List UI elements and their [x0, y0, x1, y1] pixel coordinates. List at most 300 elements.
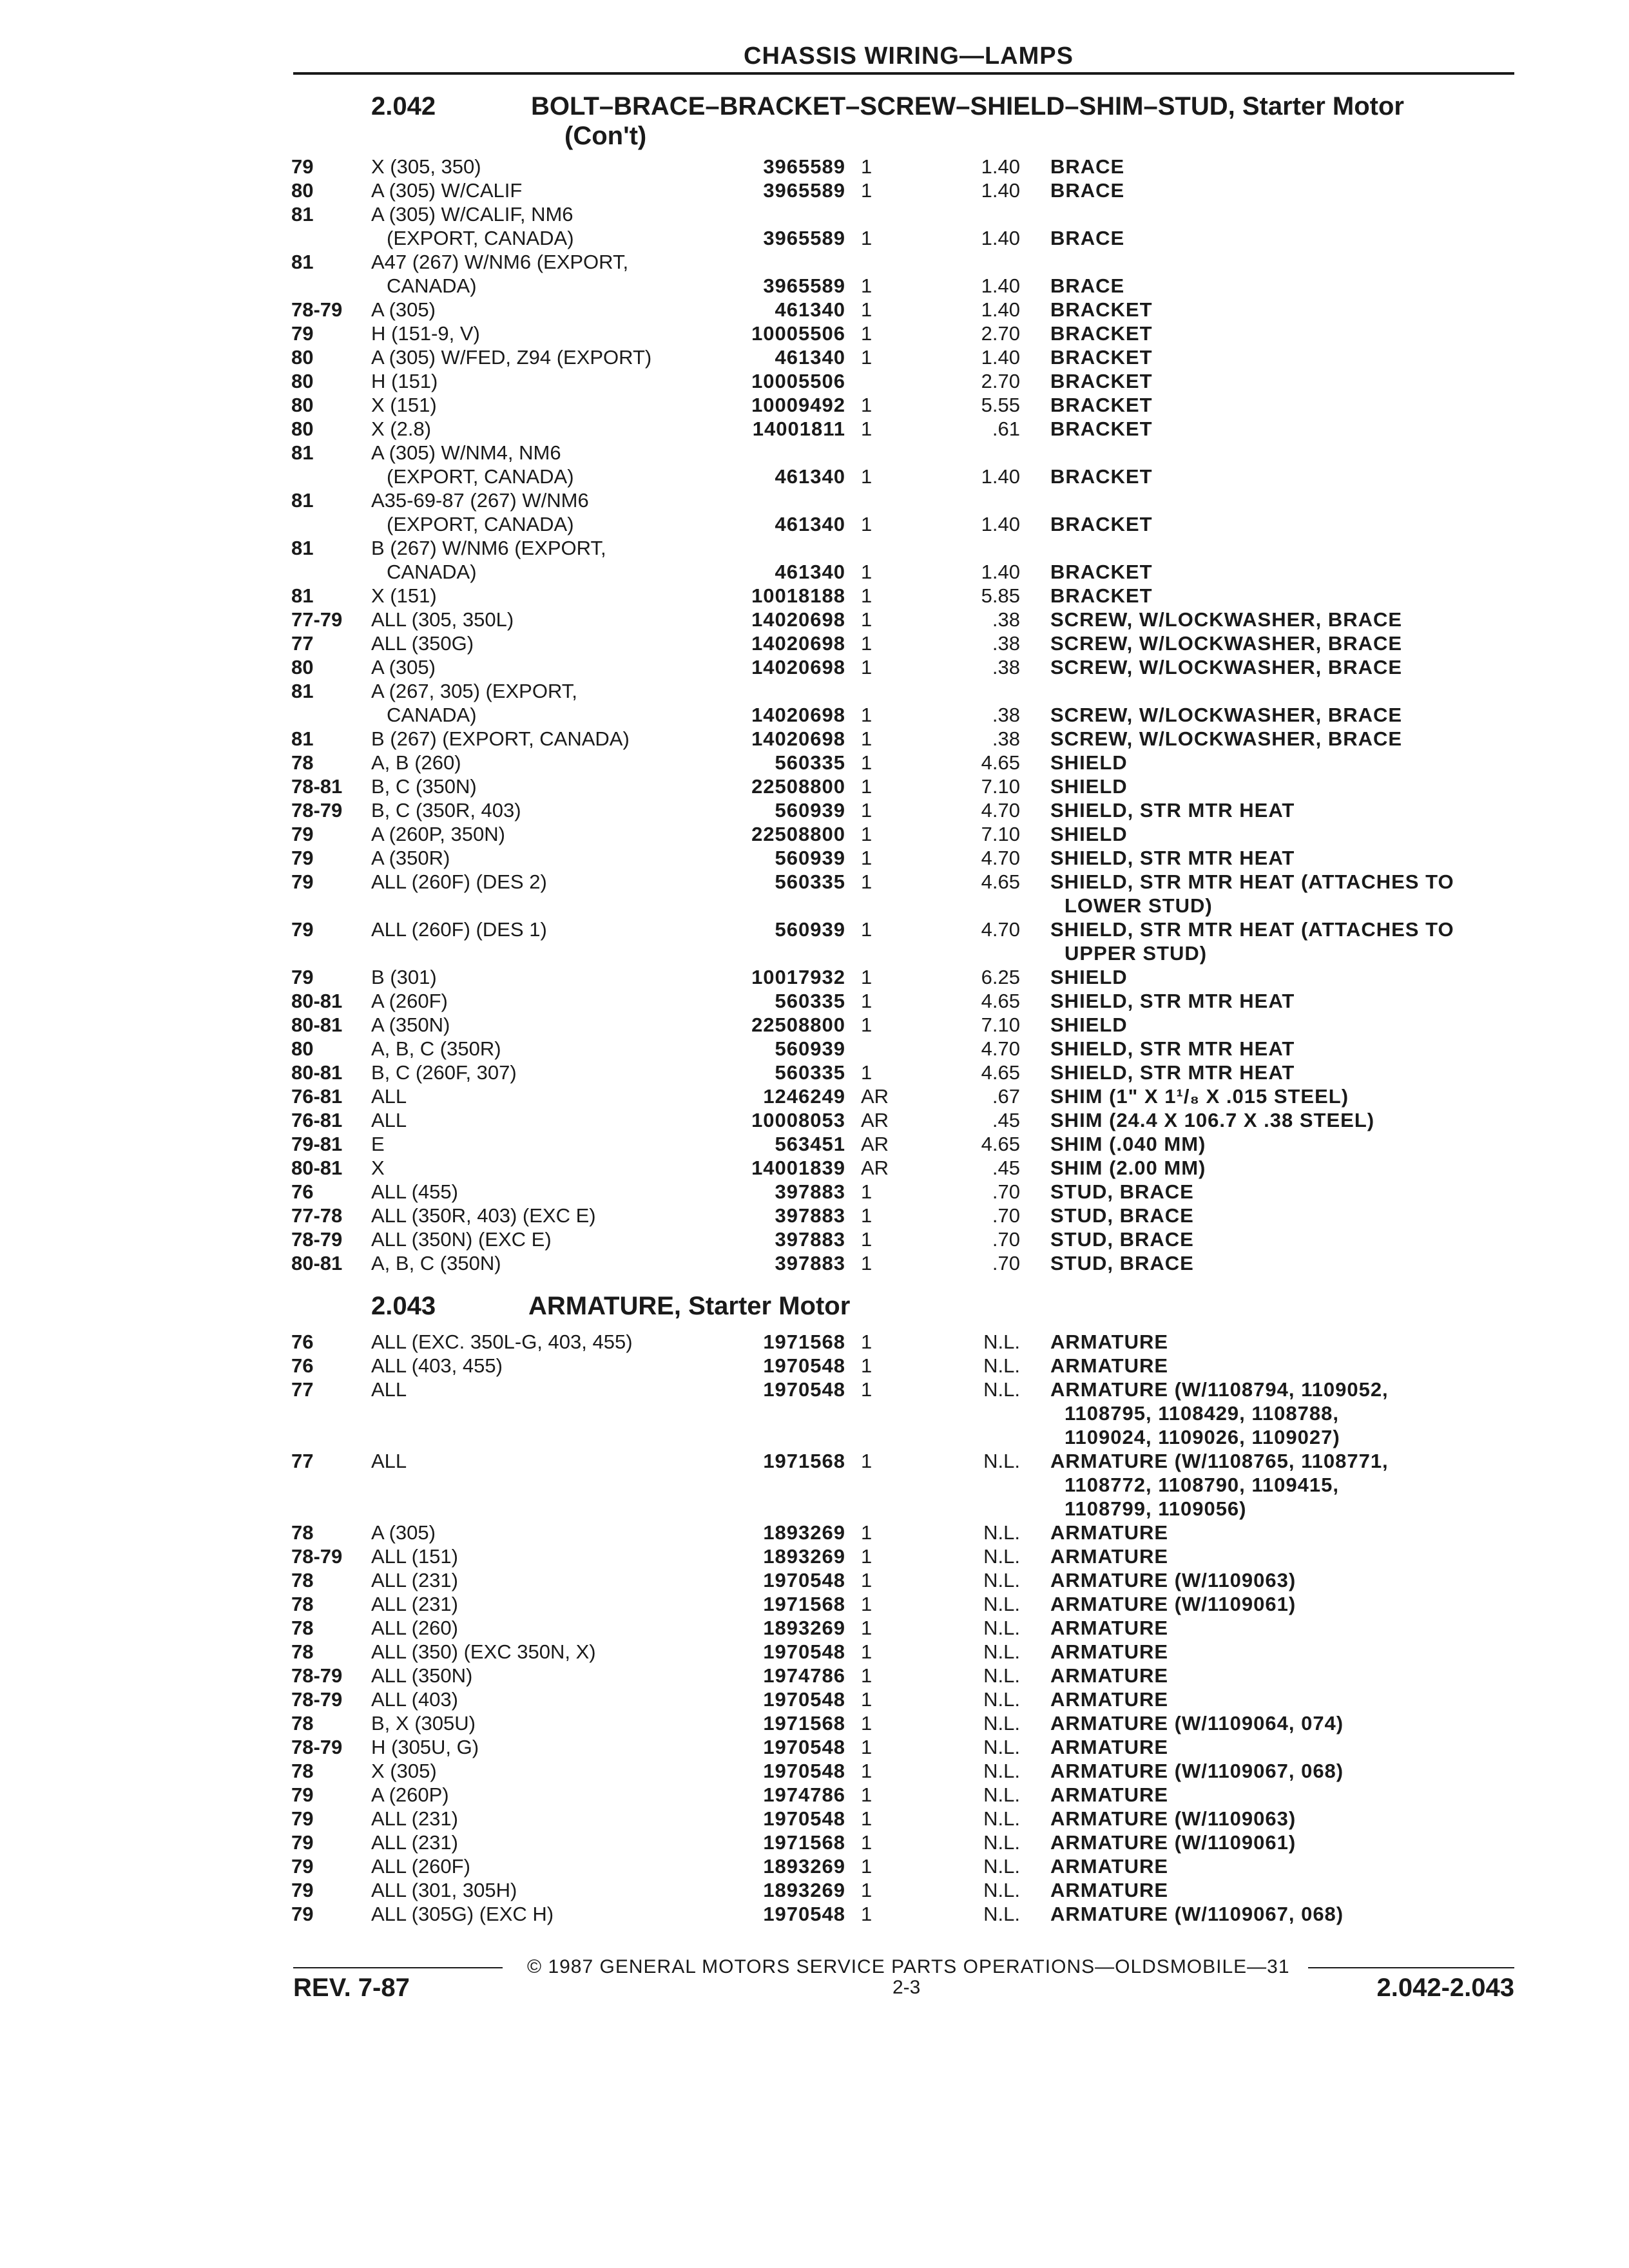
application: H (151-9, V) — [371, 322, 480, 345]
quantity: 1 — [861, 1807, 872, 1830]
footer-rule-right — [1308, 1967, 1514, 1968]
application: X (151) — [371, 584, 437, 607]
model-year: 81 — [291, 584, 314, 607]
description: ARMATURE — [1050, 1354, 1169, 1377]
part-number: 563451 — [775, 1133, 845, 1155]
description: SHIELD, STR MTR HEAT — [1050, 990, 1295, 1012]
quantity: 1 — [861, 656, 872, 678]
quantity: 1 — [861, 394, 872, 416]
description: SHIM (2.00 MM) — [1050, 1157, 1206, 1179]
table-row — [0, 1735, 1629, 1759]
model-year: 78 — [291, 1712, 314, 1735]
quantity: AR — [861, 1085, 889, 1108]
table-row — [0, 965, 1629, 989]
price: N.L. — [983, 1664, 1020, 1687]
part-number: 461340 — [775, 561, 845, 583]
description: ARMATURE — [1050, 1879, 1169, 1901]
part-number: 560939 — [775, 1037, 845, 1060]
description: BRACKET — [1050, 584, 1153, 607]
price: N.L. — [983, 1712, 1020, 1735]
price: .61 — [992, 418, 1020, 440]
model-year: 77 — [291, 1378, 314, 1401]
model-year: 77 — [291, 1450, 314, 1472]
price: .38 — [992, 727, 1020, 750]
model-year: 81 — [291, 489, 314, 512]
part-number: 1246249 — [763, 1085, 845, 1108]
quantity: 1 — [861, 1331, 872, 1353]
application: A (305) W/NM4, NM6 — [371, 441, 561, 464]
price: N.L. — [983, 1783, 1020, 1806]
parts-table-2042 — [0, 155, 1629, 1275]
table-row — [0, 584, 1629, 608]
description: SHIELD, STR MTR HEAT — [1050, 1061, 1295, 1084]
description-continued: LOWER STUD) — [1065, 894, 1213, 917]
price: 1.40 — [981, 346, 1020, 369]
description: SHIM (1" X 1¹/₈ X .015 STEEL) — [1050, 1085, 1349, 1108]
part-number: 1893269 — [763, 1617, 845, 1639]
price: N.L. — [983, 1378, 1020, 1401]
description-continued: 1108772, 1108790, 1109415, — [1065, 1474, 1339, 1496]
application: X — [371, 1157, 385, 1179]
description-continued: UPPER STUD) — [1065, 942, 1208, 965]
price: .70 — [992, 1228, 1020, 1251]
description: SCREW, W/LOCKWASHER, BRACE — [1050, 656, 1403, 678]
description: ARMATURE (W/1108794, 1109052, — [1050, 1378, 1389, 1401]
table-row — [0, 1568, 1629, 1592]
application: A, B (260) — [371, 751, 461, 774]
description: ARMATURE — [1050, 1664, 1169, 1687]
application: ALL (231) — [371, 1593, 458, 1615]
application-continued: (EXPORT, CANADA) — [387, 227, 574, 249]
part-number: 560335 — [775, 1061, 845, 1084]
model-year: 78-79 — [291, 298, 343, 321]
description: BRACKET — [1050, 418, 1153, 440]
model-year: 79 — [291, 1855, 314, 1878]
quantity: 1 — [861, 513, 872, 535]
application: ALL (231) — [371, 1831, 458, 1854]
model-year: 79 — [291, 918, 314, 941]
model-year: 77-79 — [291, 608, 343, 631]
price: N.L. — [983, 1545, 1020, 1568]
model-year: 77-78 — [291, 1204, 343, 1227]
quantity: 1 — [861, 775, 872, 798]
application: H (305U, G) — [371, 1736, 479, 1758]
table-row — [0, 1227, 1629, 1251]
application: ALL (231) — [371, 1569, 458, 1591]
application: ALL (EXC. 350L-G, 403, 455) — [371, 1331, 633, 1353]
table-row — [0, 1061, 1629, 1084]
application-continued: (EXPORT, CANADA) — [387, 513, 574, 535]
model-year: 79 — [291, 1807, 314, 1830]
footer-section-range: 2.042-2.043 — [1376, 1974, 1514, 2002]
part-number: 22508800 — [751, 823, 845, 845]
quantity: 1 — [861, 704, 872, 726]
part-number: 397883 — [775, 1252, 845, 1274]
description: SHIELD, STR MTR HEAT — [1050, 1037, 1295, 1060]
part-number: 1971568 — [763, 1593, 845, 1615]
model-year: 81 — [291, 727, 314, 750]
quantity: AR — [861, 1157, 889, 1179]
section-title-main: BOLT–BRACE–BRACKET–SCREW–SHIELD–SHIM–STUD, — [531, 92, 1235, 120]
price: 4.65 — [981, 870, 1020, 893]
price: 4.65 — [981, 751, 1020, 774]
application: ALL (231) — [371, 1807, 458, 1830]
description: SHIELD — [1050, 775, 1128, 798]
table-row — [0, 1084, 1629, 1108]
price: 7.10 — [981, 823, 1020, 845]
table-row — [0, 1156, 1629, 1180]
description: ARMATURE (W/1109067, 068) — [1050, 1903, 1344, 1925]
part-number: 397883 — [775, 1228, 845, 1251]
quantity: AR — [861, 1133, 889, 1155]
model-year: 76 — [291, 1331, 314, 1353]
model-year: 80 — [291, 179, 314, 202]
quantity: 1 — [861, 1204, 872, 1227]
table-row — [0, 918, 1629, 965]
price: N.L. — [983, 1450, 1020, 1472]
table-row — [0, 202, 1629, 250]
part-number: 10008053 — [751, 1109, 845, 1131]
quantity: 1 — [861, 1664, 872, 1687]
model-year: 79-81 — [291, 1133, 343, 1155]
price: 1.40 — [981, 155, 1020, 178]
part-number: 10005506 — [751, 322, 845, 345]
table-row — [0, 488, 1629, 536]
table-row — [0, 727, 1629, 751]
description: ARMATURE (W/1108765, 1108771, — [1050, 1450, 1389, 1472]
table-row — [0, 417, 1629, 441]
description: SCREW, W/LOCKWASHER, BRACE — [1050, 727, 1403, 750]
quantity: 1 — [861, 1736, 872, 1758]
quantity: 1 — [861, 847, 872, 869]
description: BRACKET — [1050, 513, 1153, 535]
section-number: 2.042 — [371, 92, 436, 120]
table-row — [0, 322, 1629, 345]
page-header-title: CHASSIS WIRING—LAMPS — [744, 43, 1074, 70]
application: X (151) — [371, 394, 437, 416]
part-number: 10017932 — [751, 966, 845, 988]
description: ARMATURE (W/1109061) — [1050, 1593, 1296, 1615]
part-number: 1970548 — [763, 1760, 845, 1782]
application: X (2.8) — [371, 418, 432, 440]
quantity: 1 — [861, 1760, 872, 1782]
application: B, X (305U) — [371, 1712, 476, 1735]
part-number: 14001839 — [751, 1157, 845, 1179]
part-number: 397883 — [775, 1180, 845, 1203]
part-number: 1970548 — [763, 1569, 845, 1591]
description: ARMATURE — [1050, 1617, 1169, 1639]
section-title-tail: Starter Motor — [1242, 92, 1404, 120]
description: ARMATURE — [1050, 1640, 1169, 1663]
description: STUD, BRACE — [1050, 1228, 1194, 1251]
price: N.L. — [983, 1736, 1020, 1758]
table-row — [0, 1759, 1629, 1783]
model-year: 78 — [291, 1521, 314, 1544]
table-row — [0, 1449, 1629, 1521]
table-row — [0, 155, 1629, 178]
model-year: 76 — [291, 1354, 314, 1377]
model-year: 77 — [291, 632, 314, 655]
quantity: 1 — [861, 870, 872, 893]
table-row — [0, 536, 1629, 584]
table-row — [0, 1521, 1629, 1544]
description: SHIELD — [1050, 1014, 1128, 1036]
model-year: 80 — [291, 346, 314, 369]
description: BRACE — [1050, 179, 1125, 202]
application: A (267, 305) (EXPORT, — [371, 680, 577, 702]
table-row — [0, 655, 1629, 679]
table-row — [0, 1354, 1629, 1378]
header-rule — [293, 72, 1514, 75]
description: ARMATURE (W/1109061) — [1050, 1831, 1296, 1854]
description: SHIELD, STR MTR HEAT — [1050, 799, 1295, 822]
table-row — [0, 1831, 1629, 1854]
price: .70 — [992, 1180, 1020, 1203]
price: N.L. — [983, 1640, 1020, 1663]
part-number: 1970548 — [763, 1378, 845, 1401]
model-year: 78 — [291, 1640, 314, 1663]
quantity: 1 — [861, 1879, 872, 1901]
application: ALL (403) — [371, 1688, 458, 1711]
quantity: 1 — [861, 632, 872, 655]
price: N.L. — [983, 1569, 1020, 1591]
quantity: 1 — [861, 1378, 872, 1401]
table-row — [0, 798, 1629, 822]
model-year: 81 — [291, 203, 314, 226]
price: .38 — [992, 608, 1020, 631]
quantity: 1 — [861, 1712, 872, 1735]
price: N.L. — [983, 1617, 1020, 1639]
table-row — [0, 989, 1629, 1013]
price: .38 — [992, 656, 1020, 678]
price: .67 — [992, 1085, 1020, 1108]
section-title — [531, 92, 1404, 121]
price: 1.40 — [981, 274, 1020, 297]
part-number: 461340 — [775, 346, 845, 369]
description: ARMATURE — [1050, 1855, 1169, 1878]
part-number: 1893269 — [763, 1855, 845, 1878]
table-row — [0, 1783, 1629, 1807]
description: STUD, BRACE — [1050, 1180, 1194, 1203]
table-row — [0, 1544, 1629, 1568]
price: N.L. — [983, 1331, 1020, 1353]
model-year: 81 — [291, 251, 314, 273]
table-row — [0, 1592, 1629, 1616]
application: X (305, 350) — [371, 155, 481, 178]
part-number: 3965589 — [763, 179, 845, 202]
model-year: 80 — [291, 370, 314, 392]
description: ARMATURE (W/1109063) — [1050, 1807, 1296, 1830]
part-number: 3965589 — [763, 155, 845, 178]
application: H (151) — [371, 370, 438, 392]
table-row — [0, 1378, 1629, 1449]
model-year: 78 — [291, 1760, 314, 1782]
description: SCREW, W/LOCKWASHER, BRACE — [1050, 632, 1403, 655]
part-number: 397883 — [775, 1204, 845, 1227]
quantity: 1 — [861, 1228, 872, 1251]
application: B, C (350N) — [371, 775, 477, 798]
part-number: 1970548 — [763, 1736, 845, 1758]
quantity: 1 — [861, 322, 872, 345]
quantity: 1 — [861, 298, 872, 321]
application: B, C (260F, 307) — [371, 1061, 517, 1084]
price: N.L. — [983, 1521, 1020, 1544]
application: ALL (260) — [371, 1617, 458, 1639]
description: BRACKET — [1050, 394, 1153, 416]
application: A (350N) — [371, 1014, 450, 1036]
application: ALL (455) — [371, 1180, 458, 1203]
model-year: 76 — [291, 1180, 314, 1203]
table-row — [0, 1132, 1629, 1156]
description: ARMATURE — [1050, 1545, 1169, 1568]
description: SHIM (.040 MM) — [1050, 1133, 1206, 1155]
quantity: 1 — [861, 1354, 872, 1377]
description: SHIELD, STR MTR HEAT — [1050, 847, 1295, 869]
price: 2.70 — [981, 370, 1020, 392]
table-row — [0, 1616, 1629, 1640]
model-year: 79 — [291, 823, 314, 845]
price: N.L. — [983, 1760, 1020, 1782]
table-row — [0, 1664, 1629, 1687]
quantity: 1 — [861, 227, 872, 249]
description: ARMATURE — [1050, 1521, 1169, 1544]
model-year: 80-81 — [291, 1252, 343, 1274]
footer-rule-left — [293, 1967, 503, 1968]
table-row — [0, 870, 1629, 918]
section-title-tail: Starter Motor — [688, 1292, 851, 1320]
table-row — [0, 1108, 1629, 1132]
application: A47 (267) W/NM6 (EXPORT, — [371, 251, 629, 273]
price: .45 — [992, 1109, 1020, 1131]
application: ALL (260F) (DES 1) — [371, 918, 547, 941]
part-number: 560335 — [775, 870, 845, 893]
quantity: 1 — [861, 1569, 872, 1591]
model-year: 79 — [291, 1903, 314, 1925]
model-year: 76-81 — [291, 1109, 343, 1131]
table-row — [0, 441, 1629, 488]
table-row — [0, 1687, 1629, 1711]
application: ALL — [371, 1085, 407, 1108]
part-number: 14020698 — [751, 608, 845, 631]
description: STUD, BRACE — [1050, 1252, 1194, 1274]
part-number: 14020698 — [751, 632, 845, 655]
application: A (260P, 350N) — [371, 823, 505, 845]
application: E — [371, 1133, 385, 1155]
description: ARMATURE — [1050, 1783, 1169, 1806]
part-number: 14020698 — [751, 704, 845, 726]
part-number: 14001811 — [752, 418, 845, 440]
price: 4.65 — [981, 990, 1020, 1012]
model-year: 78 — [291, 1617, 314, 1639]
application: A (305) — [371, 1521, 436, 1544]
application: ALL (350G) — [371, 632, 474, 655]
price: 4.70 — [981, 1037, 1020, 1060]
price: .38 — [992, 632, 1020, 655]
quantity: 1 — [861, 1617, 872, 1639]
model-year: 76-81 — [291, 1085, 343, 1108]
part-number: 3965589 — [763, 227, 845, 249]
model-year: 79 — [291, 1879, 314, 1901]
part-number: 560939 — [775, 847, 845, 869]
table-row — [0, 1013, 1629, 1037]
application: A, B, C (350R) — [371, 1037, 501, 1060]
price: 7.10 — [981, 1014, 1020, 1036]
description: SHIM (24.4 X 106.7 X .38 STEEL) — [1050, 1109, 1375, 1131]
part-number: 14020698 — [751, 656, 845, 678]
description: BRACE — [1050, 227, 1125, 249]
price: .45 — [992, 1157, 1020, 1179]
application: ALL — [371, 1450, 407, 1472]
quantity: 1 — [861, 155, 872, 178]
price: 6.25 — [981, 966, 1020, 988]
model-year: 81 — [291, 680, 314, 702]
model-year: 80 — [291, 1037, 314, 1060]
model-year: 79 — [291, 1831, 314, 1854]
model-year: 80 — [291, 418, 314, 440]
description: SHIELD — [1050, 823, 1128, 845]
table-row — [0, 846, 1629, 870]
application: ALL (350N) (EXC E) — [371, 1228, 552, 1251]
application: B (301) — [371, 966, 437, 988]
application: ALL (350) (EXC 350N, X) — [371, 1640, 596, 1663]
model-year: 79 — [291, 1783, 314, 1806]
part-number: 14020698 — [751, 727, 845, 750]
description: BRACKET — [1050, 322, 1153, 345]
application: A (305) — [371, 656, 436, 678]
description: SHIELD — [1050, 751, 1128, 774]
table-row — [0, 1037, 1629, 1061]
quantity: 1 — [861, 584, 872, 607]
quantity: 1 — [861, 1688, 872, 1711]
parts-table-2043 — [0, 1330, 1629, 1926]
description: ARMATURE — [1050, 1736, 1169, 1758]
part-number: 1970548 — [763, 1903, 845, 1925]
price: 1.40 — [981, 465, 1020, 488]
model-year: 79 — [291, 966, 314, 988]
quantity: 1 — [861, 1180, 872, 1203]
table-row — [0, 1180, 1629, 1204]
application: ALL (151) — [371, 1545, 458, 1568]
description: BRACKET — [1050, 346, 1153, 369]
quantity: 1 — [861, 727, 872, 750]
quantity: 1 — [861, 1783, 872, 1806]
price: 5.85 — [981, 584, 1020, 607]
model-year: 80 — [291, 394, 314, 416]
part-number: 560335 — [775, 751, 845, 774]
part-number: 1974786 — [763, 1664, 845, 1687]
model-year: 78-79 — [291, 799, 343, 822]
description: ARMATURE (W/1109064, 074) — [1050, 1712, 1344, 1735]
price: 4.65 — [981, 1061, 1020, 1084]
price: 5.55 — [981, 394, 1020, 416]
application: A (350R) — [371, 847, 450, 869]
description: SHIELD — [1050, 966, 1128, 988]
price: 1.40 — [981, 298, 1020, 321]
part-number: 3965589 — [763, 274, 845, 297]
quantity: 1 — [861, 1450, 872, 1472]
model-year: 80-81 — [291, 1157, 343, 1179]
price: N.L. — [983, 1354, 1020, 1377]
price: .38 — [992, 704, 1020, 726]
table-row — [0, 1640, 1629, 1664]
description-continued: 1109024, 1109026, 1109027) — [1065, 1426, 1340, 1448]
part-number: 1970548 — [763, 1354, 845, 1377]
model-year: 80 — [291, 656, 314, 678]
part-number: 560939 — [775, 918, 845, 941]
table-row — [0, 822, 1629, 846]
quantity: 1 — [861, 1593, 872, 1615]
model-year: 81 — [291, 537, 314, 559]
